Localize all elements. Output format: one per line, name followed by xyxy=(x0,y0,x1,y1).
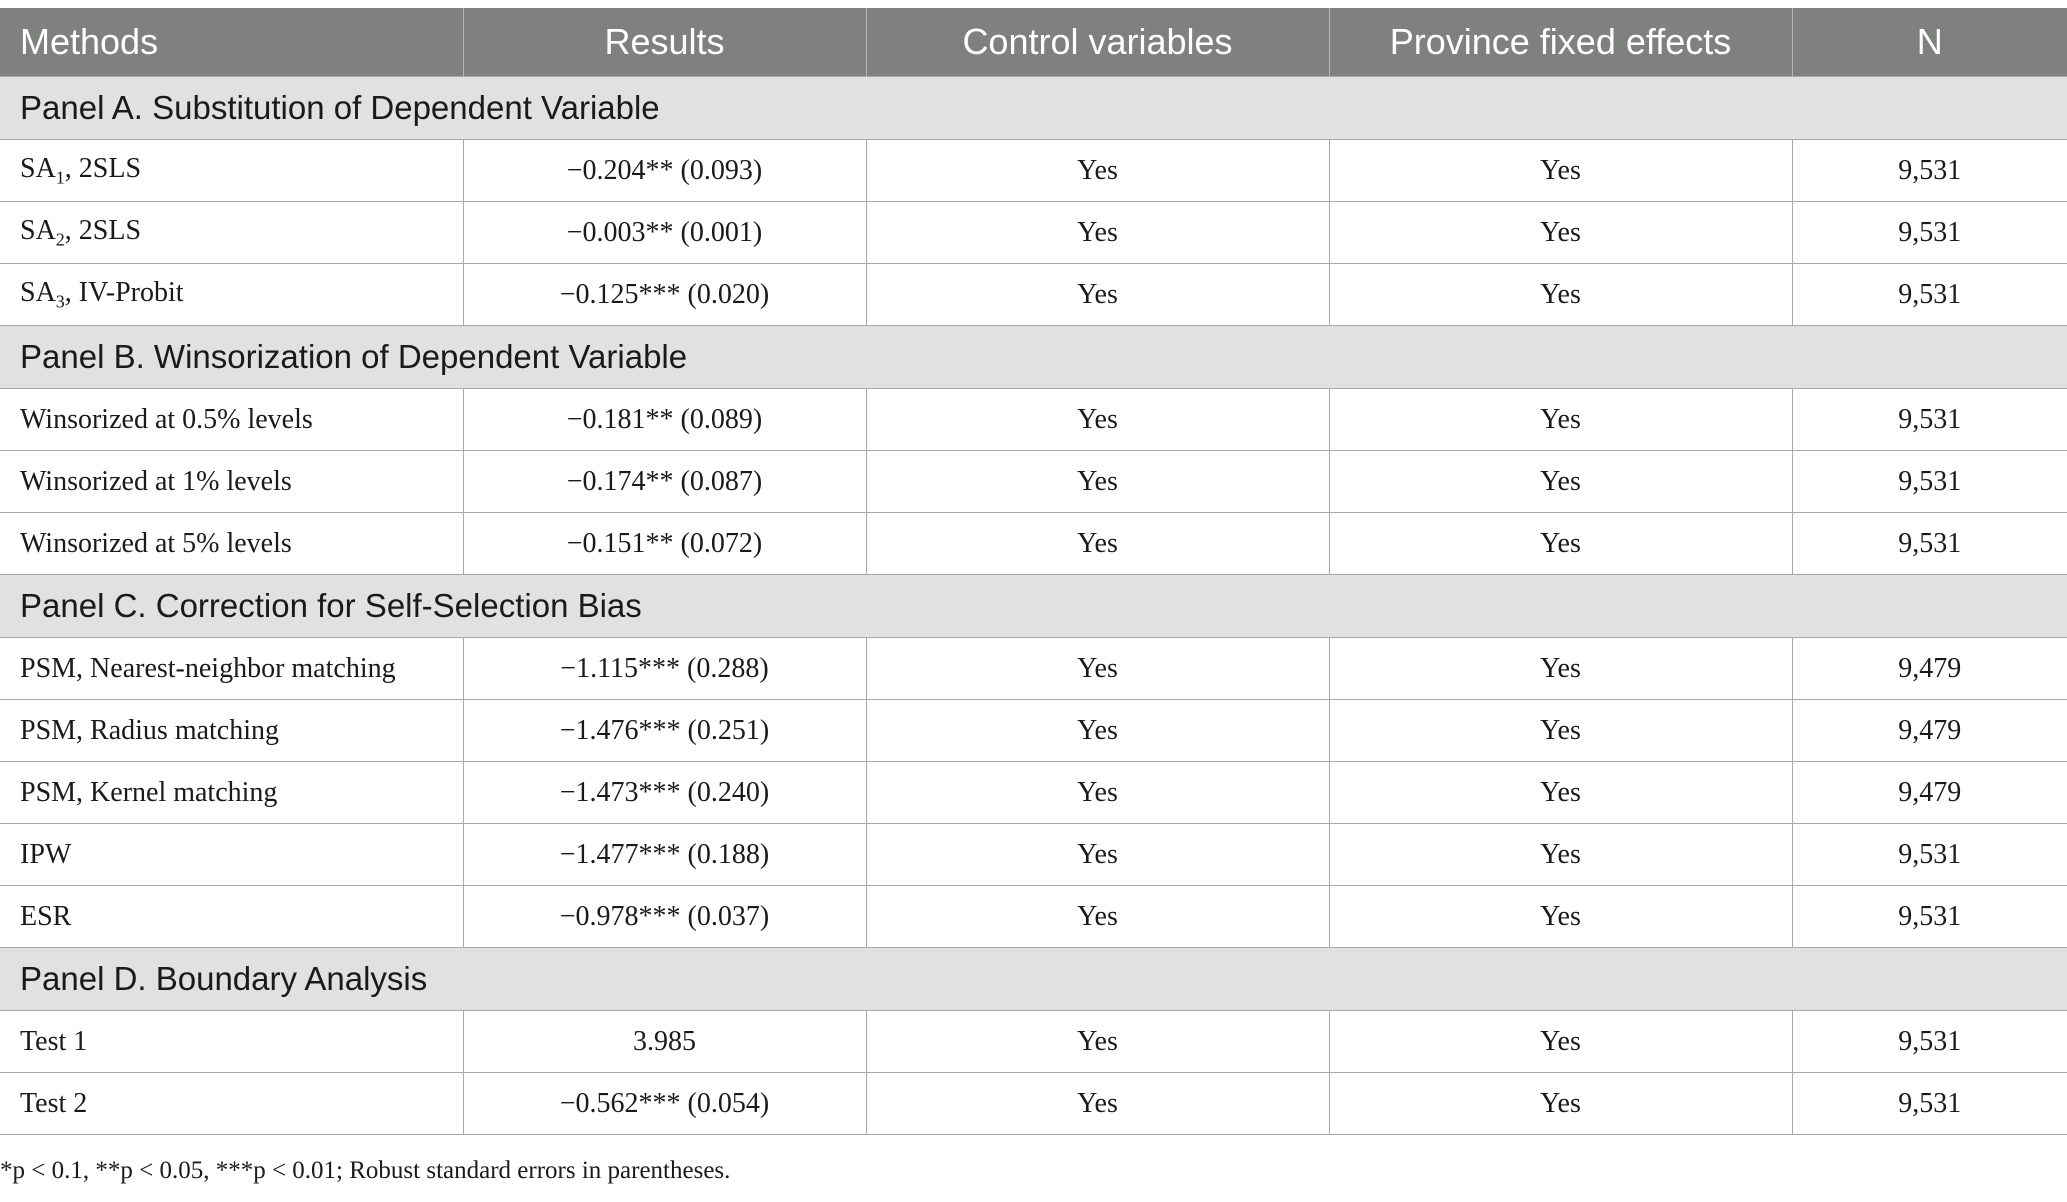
method-suffix: , IV-Probit xyxy=(64,276,184,308)
table-row xyxy=(0,389,2067,451)
results-table-container xyxy=(0,8,2067,1135)
panel-title: Panel C. Correction for Self-Selection Bias xyxy=(0,575,2067,638)
control-variables-cell: Yes xyxy=(866,264,1329,326)
control-variables-cell: Yes xyxy=(866,140,1329,202)
n-cell: 9,479 xyxy=(1792,762,2067,824)
method-subscript: 3 xyxy=(55,291,65,312)
result-cell: −0.174** (0.087) xyxy=(463,451,866,513)
province-fixed-effects-cell: Yes xyxy=(1329,389,1792,451)
method-name: SA xyxy=(20,214,56,246)
table-row xyxy=(0,700,2067,762)
method-name: SA xyxy=(20,152,56,184)
table-row xyxy=(0,886,2067,948)
method-cell xyxy=(0,264,463,326)
n-cell: 9,531 xyxy=(1792,451,2067,513)
province-fixed-effects-cell: Yes xyxy=(1329,700,1792,762)
robustness-results-table xyxy=(0,8,2067,1135)
result-cell: −0.151** (0.072) xyxy=(463,513,866,575)
control-variables-cell: Yes xyxy=(866,202,1329,264)
province-fixed-effects-cell: Yes xyxy=(1329,1073,1792,1135)
n-cell: 9,531 xyxy=(1792,886,2067,948)
method-name: SA xyxy=(20,276,56,308)
method-name: PSM, Kernel matching xyxy=(20,776,278,808)
method-suffix: , 2SLS xyxy=(64,152,142,184)
method-cell xyxy=(0,1011,463,1073)
method-cell xyxy=(0,202,463,264)
result-cell: −1.115*** (0.288) xyxy=(463,638,866,700)
method-name: IPW xyxy=(20,838,72,870)
table-row xyxy=(0,762,2067,824)
n-cell: 9,531 xyxy=(1792,1011,2067,1073)
control-variables-cell: Yes xyxy=(866,513,1329,575)
panel-heading-row xyxy=(0,326,2067,389)
method-suffix: , 2SLS xyxy=(64,214,142,246)
n-cell: 9,479 xyxy=(1792,700,2067,762)
n-cell: 9,531 xyxy=(1792,824,2067,886)
result-cell: −0.181** (0.089) xyxy=(463,389,866,451)
method-name: Winsorized at 0.5% levels xyxy=(20,403,313,435)
result-cell: −0.125*** (0.020) xyxy=(463,264,866,326)
result-cell: −1.477*** (0.188) xyxy=(463,824,866,886)
header-row xyxy=(0,8,2067,77)
method-name: Winsorized at 5% levels xyxy=(20,527,292,559)
control-variables-cell: Yes xyxy=(866,886,1329,948)
method-cell xyxy=(0,886,463,948)
province-fixed-effects-cell: Yes xyxy=(1329,202,1792,264)
table-row xyxy=(0,638,2067,700)
control-variables-cell: Yes xyxy=(866,824,1329,886)
n-cell: 9,479 xyxy=(1792,638,2067,700)
method-cell xyxy=(0,762,463,824)
method-cell xyxy=(0,140,463,202)
method-cell xyxy=(0,700,463,762)
result-cell: −0.003** (0.001) xyxy=(463,202,866,264)
panel-title: Panel D. Boundary Analysis xyxy=(0,948,2067,1011)
method-name: Test 1 xyxy=(20,1025,88,1057)
result-cell: −0.204** (0.093) xyxy=(463,140,866,202)
n-cell: 9,531 xyxy=(1792,140,2067,202)
n-cell: 9,531 xyxy=(1792,264,2067,326)
province-fixed-effects-cell: Yes xyxy=(1329,886,1792,948)
panel-heading-row xyxy=(0,77,2067,140)
method-cell xyxy=(0,1073,463,1135)
header-control-variables: Control variables xyxy=(866,8,1329,77)
table-row xyxy=(0,140,2067,202)
province-fixed-effects-cell: Yes xyxy=(1329,513,1792,575)
result-cell: −0.978*** (0.037) xyxy=(463,886,866,948)
method-cell xyxy=(0,513,463,575)
province-fixed-effects-cell: Yes xyxy=(1329,1011,1792,1073)
method-name: ESR xyxy=(20,900,72,932)
province-fixed-effects-cell: Yes xyxy=(1329,824,1792,886)
table-footnote: *p < 0.1, **p < 0.05, ***p < 0.01; Robust standard errors in parentheses. xyxy=(0,1157,731,1184)
control-variables-cell: Yes xyxy=(866,451,1329,513)
method-name: PSM, Nearest-neighbor matching xyxy=(20,652,396,684)
method-name: Test 2 xyxy=(20,1087,88,1119)
province-fixed-effects-cell: Yes xyxy=(1329,762,1792,824)
panel-title: Panel B. Winsorization of Dependent Variable xyxy=(0,326,2067,389)
n-cell: 9,531 xyxy=(1792,202,2067,264)
table-body xyxy=(0,77,2067,1135)
table-row xyxy=(0,824,2067,886)
control-variables-cell: Yes xyxy=(866,1011,1329,1073)
n-cell: 9,531 xyxy=(1792,389,2067,451)
panel-heading-row xyxy=(0,575,2067,638)
table-row xyxy=(0,451,2067,513)
header-results: Results xyxy=(463,8,866,77)
method-cell xyxy=(0,451,463,513)
result-cell: −0.562*** (0.054) xyxy=(463,1073,866,1135)
province-fixed-effects-cell: Yes xyxy=(1329,638,1792,700)
table-header xyxy=(0,8,2067,77)
table-row xyxy=(0,264,2067,326)
province-fixed-effects-cell: Yes xyxy=(1329,264,1792,326)
method-cell xyxy=(0,824,463,886)
method-subscript: 2 xyxy=(55,229,65,250)
method-cell xyxy=(0,389,463,451)
panel-title: Panel A. Substitution of Dependent Variable xyxy=(0,77,2067,140)
province-fixed-effects-cell: Yes xyxy=(1329,140,1792,202)
table-row xyxy=(0,202,2067,264)
panel-heading-row xyxy=(0,948,2067,1011)
method-subscript: 1 xyxy=(55,167,65,188)
header-n: N xyxy=(1792,8,2067,77)
header-province-fixed-effects: Province fixed effects xyxy=(1329,8,1792,77)
table-row xyxy=(0,1011,2067,1073)
result-cell: 3.985 xyxy=(463,1011,866,1073)
n-cell: 9,531 xyxy=(1792,513,2067,575)
header-methods: Methods xyxy=(0,8,463,77)
control-variables-cell: Yes xyxy=(866,700,1329,762)
n-cell: 9,531 xyxy=(1792,1073,2067,1135)
result-cell: −1.476*** (0.251) xyxy=(463,700,866,762)
table-row xyxy=(0,513,2067,575)
method-name: PSM, Radius matching xyxy=(20,714,280,746)
method-name: Winsorized at 1% levels xyxy=(20,465,292,497)
result-cell: −1.473*** (0.240) xyxy=(463,762,866,824)
control-variables-cell: Yes xyxy=(866,638,1329,700)
control-variables-cell: Yes xyxy=(866,762,1329,824)
control-variables-cell: Yes xyxy=(866,389,1329,451)
control-variables-cell: Yes xyxy=(866,1073,1329,1135)
table-row xyxy=(0,1073,2067,1135)
province-fixed-effects-cell: Yes xyxy=(1329,451,1792,513)
method-cell xyxy=(0,638,463,700)
